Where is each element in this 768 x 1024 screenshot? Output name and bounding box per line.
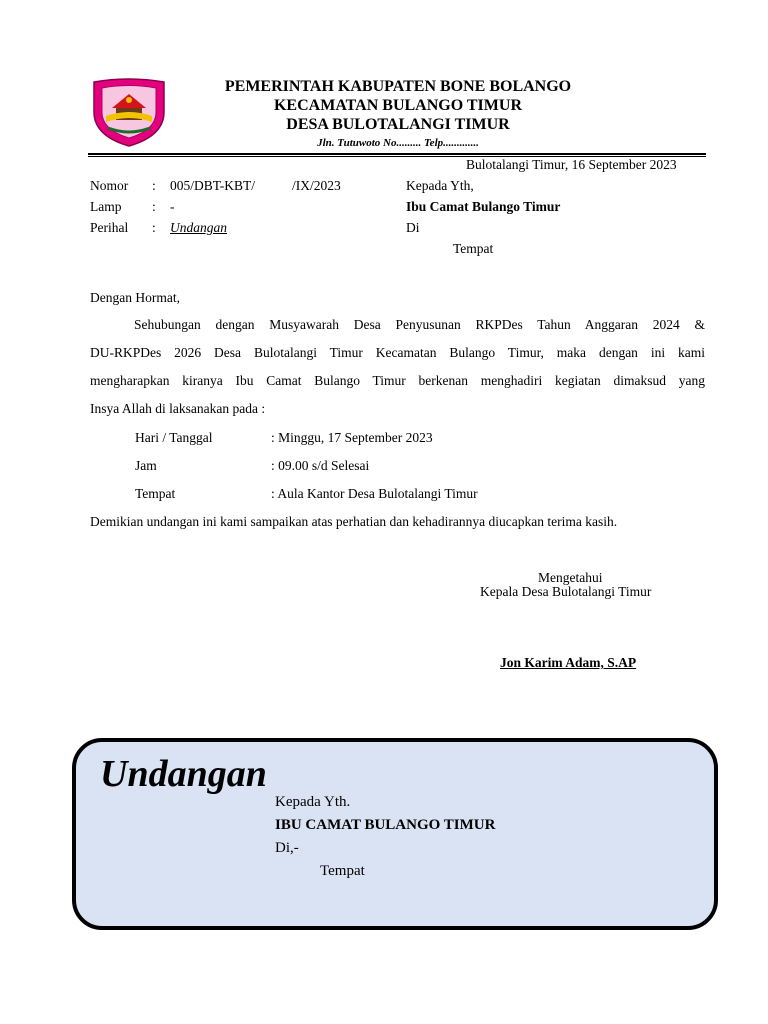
lamp-separator: : (152, 199, 156, 214)
nomor-label: Nomor (90, 178, 129, 193)
perihal-label: Perihal (90, 220, 129, 235)
lamp-label: Lamp (90, 199, 122, 214)
nomor-value-month: /IX/2023 (292, 178, 341, 193)
recipient-greeting: Kepada Yth, (406, 178, 474, 193)
letter-date: Bulotalangi Timur, 16 September 2023 (466, 157, 677, 172)
paragraph-line: mengharapkan kiranya Ibu Camat Bulango Timur berkenan menghadiri kegiatan dimaksud yang (90, 373, 705, 388)
perihal-value: Undangan (170, 220, 227, 235)
header-divider (88, 153, 706, 155)
signatory-name: Jon Karim Adam, S.AP (500, 655, 637, 670)
signature-acknowledged: Mengetahui (538, 570, 603, 585)
perihal-separator: : (152, 220, 156, 235)
district-title: KECAMATAN BULANGO TIMUR (273, 97, 522, 114)
paragraph-line: DU-RKPDes 2026 Desa Bulotalangi Timur Kecamatan Bulango Timur, maka dengan ini kami (90, 345, 705, 360)
detail-value-date: : Minggu, 17 September 2023 (271, 430, 433, 445)
envelope-label (72, 738, 718, 930)
envelope-title: Undangan (100, 753, 267, 795)
paragraph-line: Sehubungan dengan Musyawarah Desa Penyusunan RKPDes Tahun Anggaran 2024 & (134, 317, 705, 332)
recipient-name: Ibu Camat Bulango Timur (406, 199, 561, 214)
detail-label-time: Jam (135, 458, 157, 473)
village-title: DESA BULOTALANGI TIMUR (286, 116, 510, 133)
lamp-value: - (170, 199, 175, 214)
nomor-value: 005/DBT-KBT/ (170, 178, 256, 193)
envelope-recipient: IBU CAMAT BULANGO TIMUR (275, 817, 496, 833)
detail-value-time: : 09.00 s/d Selesai (271, 458, 370, 473)
envelope-di: Di,- (275, 840, 299, 856)
envelope-place: Tempat (320, 863, 365, 879)
closing-sentence: Demikian undangan ini kami sampaikan atas perhatian dan kehadirannya diucapkan terima kasih. (90, 514, 618, 529)
signature-title: Kepala Desa Bulotalangi Timur (480, 584, 652, 599)
government-title: PEMERINTAH KABUPATEN BONE BOLANGO (224, 78, 572, 95)
detail-value-place: : Aula Kantor Desa Bulotalangi Timur (271, 486, 478, 501)
salutation: Dengan Hormat, (90, 290, 180, 305)
detail-label-place: Tempat (135, 486, 176, 501)
recipient-di: Di (406, 220, 420, 235)
regency-logo (88, 78, 170, 148)
body-paragraph (90, 311, 705, 423)
regency-coat-of-arms-icon (88, 78, 170, 148)
nomor-separator: : (152, 178, 156, 193)
detail-label-date: Hari / Tanggal (135, 430, 213, 445)
envelope-greeting: Kepada Yth. (275, 794, 351, 810)
paragraph-line: Insya Allah di laksanakan pada : (90, 401, 266, 416)
recipient-place: Tempat (453, 241, 494, 256)
address-line: Jln. Tutuwoto No......... Telp............. (317, 137, 479, 149)
